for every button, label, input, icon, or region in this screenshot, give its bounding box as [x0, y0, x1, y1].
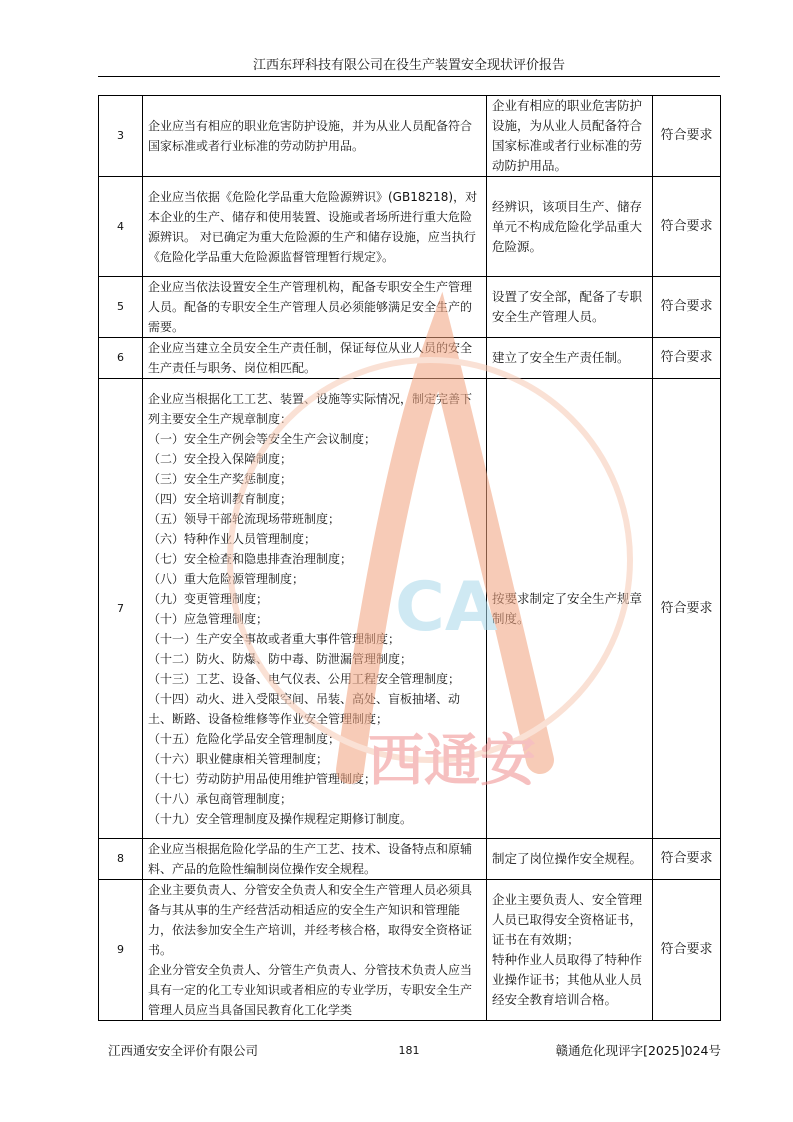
- watermark-logo-letters: CA: [395, 568, 498, 647]
- result-cell: [487, 379, 653, 839]
- result-text: 制定了岗位操作安全规程。: [492, 851, 643, 866]
- document-code: 赣通危化现评字[2025]024号: [555, 1043, 721, 1058]
- requirement-text: （十八）承包商管理制度；: [148, 791, 293, 806]
- table-row: [99, 277, 721, 338]
- requirement-text: 企业应当依法设置安全生产管理机构，配备专职安全生产管理人员。配备的专职安全生产管理人员必须能够满足安全生产的需要。: [148, 280, 473, 334]
- requirement-text: （十）应急管理制度；: [148, 611, 269, 626]
- row-number: 3: [99, 96, 143, 177]
- conclusion-cell: 符合要求: [653, 880, 721, 1021]
- requirement-text: （一）安全生产例会等安全生产会议制度；: [148, 431, 377, 446]
- requirement-text: （二）安全投入保障制度；: [148, 451, 293, 466]
- row-number: 8: [99, 839, 143, 880]
- requirement-text: 企业主要负责人、分管安全负责人和安全生产管理人员必须具备与其从事的生产经营活动相适应的安全生产知识和管理能力，依法参加安全生产培训，并经考核合格，取得安全资格证书。: [148, 883, 473, 957]
- requirement-text: 企业应当依据《危险化学品重大危险源辨识》(GB18218)，对本企业的生产、储存和使用装置、设施或者场所进行重大危险源辨识。 对已确定为重大危险源的生产和储存设施，应当执行《危险化学品重大危险源监督管理暂行规定》。: [148, 189, 478, 264]
- requirement-text: （七）安全检查和隐患排查治理制度；: [148, 551, 353, 566]
- result-text: 企业主要负责人、安全管理人员已取得安全资格证书，证书在有效期；: [492, 892, 643, 947]
- conclusion-cell: 符合要求: [653, 177, 721, 277]
- page-title: 江西东玶科技有限公司在役生产装置安全现状评价报告: [252, 58, 565, 73]
- row-number: 9: [99, 880, 143, 1021]
- result-cell: [487, 96, 653, 177]
- result-cell: [487, 338, 653, 379]
- header-divider: [98, 76, 720, 77]
- requirement-text: （十一）生产安全事故或者重大事件管理制度；: [148, 631, 401, 646]
- conclusion-cell: 符合要求: [653, 379, 721, 839]
- requirement-text: （十五）危险化学品安全管理制度；: [148, 731, 341, 746]
- requirement-cell: [143, 379, 487, 839]
- requirement-text: （十七）劳动防护用品使用维护管理制度；: [148, 771, 377, 786]
- table-row: [99, 839, 721, 880]
- result-cell: [487, 880, 653, 1021]
- result-cell: [487, 177, 653, 277]
- conclusion-cell: 符合要求: [653, 839, 721, 880]
- result-text: 特种作业人员取得了特种作业操作证书；其他从业人员经安全教育培训合格。: [492, 952, 643, 1007]
- evaluation-table-body: [99, 96, 721, 1021]
- requirement-text: （十四）动火、进入受限空间、吊装、高处、盲板抽堵、动土、断路、设备检维修等作业安全管理制度；: [148, 691, 461, 726]
- conclusion-cell: 符合要求: [653, 277, 721, 338]
- requirement-cell: [143, 96, 487, 177]
- watermark-text: 西通安: [368, 729, 536, 794]
- requirement-text: 企业应当根据化工工艺、装置、设施等实际情况，制定完善下列主要安全生产规章制度：: [148, 391, 473, 426]
- requirement-text: 企业应当根据危险化学品的生产工艺、技术、设备特点和原辅料、产品的危险性编制岗位操作安全规程。: [148, 842, 473, 876]
- row-number: 7: [99, 379, 143, 839]
- requirement-text: （五）领导干部轮流现场带班制度；: [148, 511, 341, 526]
- conclusion-cell: 符合要求: [653, 96, 721, 177]
- page-number: 181: [398, 1044, 420, 1057]
- footer-company: 江西通安安全评价有限公司: [108, 1043, 259, 1058]
- requirement-text: （十六）职业健康相关管理制度；: [148, 751, 329, 766]
- row-number: 4: [99, 177, 143, 277]
- requirement-text: 企业应当有相应的职业危害防护设施，并为从业人员配备符合国家标准或者行业标准的劳动防护用品。: [148, 119, 473, 153]
- result-cell: [487, 277, 653, 338]
- table-row: [99, 338, 721, 379]
- row-number: 6: [99, 338, 143, 379]
- conclusion-cell: 符合要求: [653, 338, 721, 379]
- requirement-text: 企业应当建立全员安全生产责任制，保证每位从业人员的安全生产责任与职务、岗位相匹配。: [148, 341, 473, 375]
- requirement-cell: [143, 277, 487, 338]
- result-text: 按要求制定了安全生产规章制度。: [492, 590, 643, 626]
- requirement-text: （九）变更管理制度；: [148, 591, 269, 606]
- requirement-cell: [143, 880, 487, 1021]
- requirement-text: （八）重大危险源管理制度；: [148, 571, 305, 586]
- requirement-cell: [143, 839, 487, 880]
- requirement-text: （四）安全培训教育制度；: [148, 491, 293, 506]
- table-row: [99, 379, 721, 839]
- row-number: 5: [99, 277, 143, 338]
- result-text: 经辨识，该项目生产、储存单元不构成危险化学品重大危险源。: [492, 198, 643, 254]
- requirement-text: 企业分管安全负责人、分管生产负责人、分管技术负责人应当具有一定的化工专业知识或者相应的专业学历，专职安全生产管理人员应当具备国民教育化工化学类: [148, 963, 473, 1017]
- result-text: 企业有相应的职业危害防护设施，为从业人员配备符合国家标准或者行业标准的劳动防护用品。: [492, 98, 643, 173]
- table-row: [99, 177, 721, 277]
- requirement-cell: [143, 338, 487, 379]
- requirement-text: （十三）工艺、设备、电气仪表、公用工程安全管理制度；: [148, 671, 461, 686]
- table-row: [99, 880, 721, 1021]
- result-cell: [487, 839, 653, 880]
- requirement-text: （三）安全生产奖惩制度；: [148, 471, 293, 486]
- requirement-text: （十二）防火、防爆、防中毒、防泄漏管理制度；: [148, 651, 413, 666]
- result-text: 建立了安全生产责任制。: [492, 350, 630, 365]
- requirement-cell: [143, 177, 487, 277]
- evaluation-table: [98, 95, 721, 1021]
- result-text: 设置了安全部，配备了专职安全生产管理人员。: [492, 289, 643, 324]
- requirement-text: （六）特种作业人员管理制度；: [148, 531, 317, 546]
- requirement-text: （十九）安全管理制度及操作规程定期修订制度。: [148, 811, 413, 826]
- table-row: [99, 96, 721, 177]
